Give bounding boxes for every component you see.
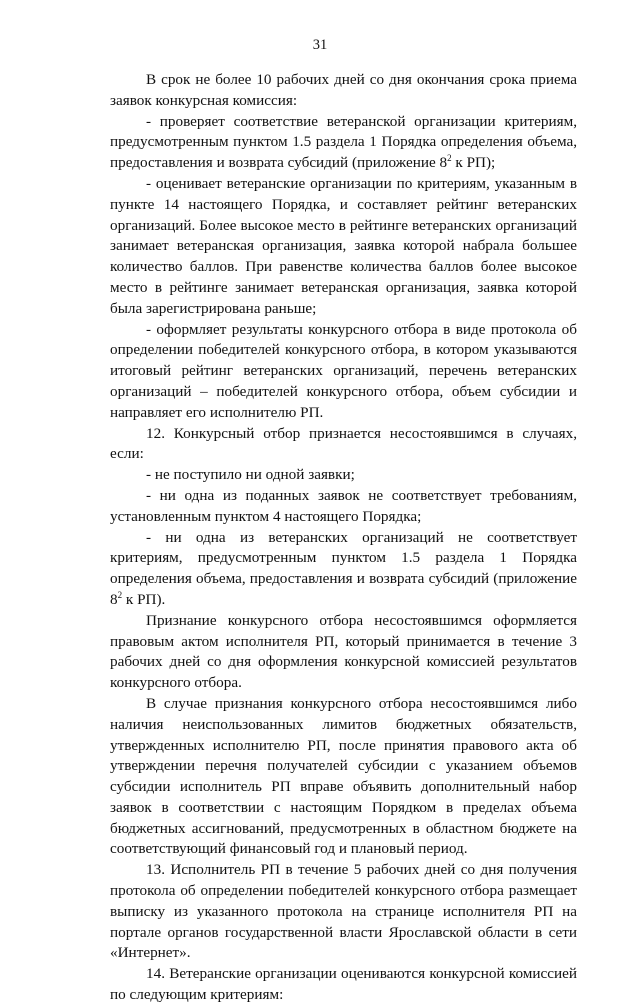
paragraph-additional-set: В случае признания конкурсного отбора несостоявшимся либо наличия неиспользованных лимитов бюджетных обязательств, утвержденных исполнителю РП, после принятия правового акта об утверждении перечня получателей субсидии с указанием объемов субсидии исполнитель РП вправе объявить дополнительный набор заявок в соответствии с настоящим Порядком в пределах объема бюджетных ассигнований, предусмотренных в областном бюджете на соответствующий финансовый год и плановый период. [110,694,577,858]
superscript: 2 [447,153,452,164]
list-item-text: к РП). [122,590,166,608]
list-item-no-organization [110,528,577,611]
superscript: 2 [117,589,123,600]
page-number: 31 [312,37,328,53]
list-item-check-criteria [110,112,577,174]
list-item-requirements: - ни одна из поданных заявок не соответствует требованиям, установленным пунктом 4 настоящего Порядка; [110,486,577,525]
paragraph-clause-14: 14. Ветеранские организации оцениваются конкурсной комиссией по следующим критериям: [110,965,577,1004]
list-item-text: - проверяет соответствие ветеранской организации критериям, предусмотренным пунктом 1.5 раздела 1 Порядка определения объема, предоставления и возврата субсидий (приложение 8 [110,112,577,172]
list-item-no-applications: - не поступило ни одной заявки; [146,466,355,484]
list-item-protocol: - оформляет результаты конкурсного отбора в виде протокола об определении победителей конкурсного отбора, в котором указываются итоговый рейтинг ветеранских организаций, перечень ветеранских организаций – победителей конкурсного отбора, объем субсидии и направляет его исполнителю РП. [110,320,577,421]
paragraph-intro: В срок не более 10 рабочих дней со дня окончания срока приема заявок конкурсная комиссия: [110,71,577,109]
list-item-text: к РП); [451,154,496,172]
paragraph-clause-13: 13. Исполнитель РП в течение 5 рабочих дней со дня получения протокола об определении победителей конкурсного отбора размещает выписку из указанного протокола на странице исполнителя РП на портале органов государственной власти Ярославской области в сети «Интернет». [110,861,577,962]
list-item-text: - ни одна из ветеранских организаций не соответствует критериям, предусмотренным пунктом 1.5 раздела 1 Порядка определения объема, предоставления и возврата субсидий (приложение 8 [110,528,577,608]
document-body [110,70,577,1006]
paragraph-legal-act: Признание конкурсного отбора несостоявшимся оформляется правовым актом исполнителя РП, который принимается в течение 3 рабочих дней со дня оформления конкурсной комиссией результатов конкурсного отбора. [110,611,577,692]
paragraph-clause-12: 12. Конкурсный отбор признается несостоявшимся в случаях, если: [110,424,577,463]
list-item-rating: - оценивает ветеранские организации по критериям, указанным в пункте 14 настоящего Порядка, и составляет рейтинг ветеранских организаций. Более высокое место в рейтинге ветеранских организаций занимает ветеранская организация, заявка которой набрала большее количество баллов. При равенстве количества баллов более высокое место в рейтинге занимает ветеранская организация, заявка которой была зарегистрирована раньше; [110,174,577,317]
